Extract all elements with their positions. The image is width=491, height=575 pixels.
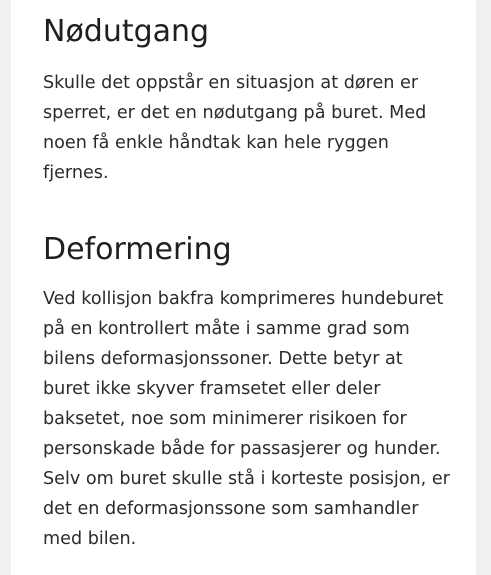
- body-line: det en deformasjonssone som samhandler: [43, 499, 419, 519]
- body-line: personskade både for passasjerer og hunder.: [43, 439, 441, 459]
- content-card: [11, 0, 476, 575]
- body-line: bilens deformasjonssoner. Dette betyr at: [43, 349, 403, 369]
- body-line: Skulle det oppstår en situasjon at døren er: [43, 73, 419, 93]
- body-line: buret ikke skyver framsetet eller deler: [43, 379, 381, 399]
- body-line: på en kontrollert måte i samme grad som: [43, 319, 410, 339]
- body-line: noen få enkle håndtak kan hele ryggen: [43, 133, 389, 153]
- body-line: baksetet, noe som minimerer risikoen for: [43, 409, 407, 429]
- section-body: [43, 284, 463, 554]
- section-emergency-exit: [43, 12, 463, 188]
- body-line: sperret, er det en nødutgang på buret. Med: [43, 103, 427, 123]
- section-body: [43, 68, 463, 188]
- section-heading: Deformering: [43, 232, 232, 267]
- section-heading: Nødutgang: [43, 14, 210, 49]
- body-line: Ved kollisjon bakfra komprimeres hundeburet: [43, 289, 444, 309]
- body-line: fjernes.: [43, 163, 109, 183]
- body-line: med bilen.: [43, 529, 137, 549]
- body-line: Selv om buret skulle stå i korteste posisjon, er: [43, 469, 450, 489]
- section-deformation: [43, 230, 463, 554]
